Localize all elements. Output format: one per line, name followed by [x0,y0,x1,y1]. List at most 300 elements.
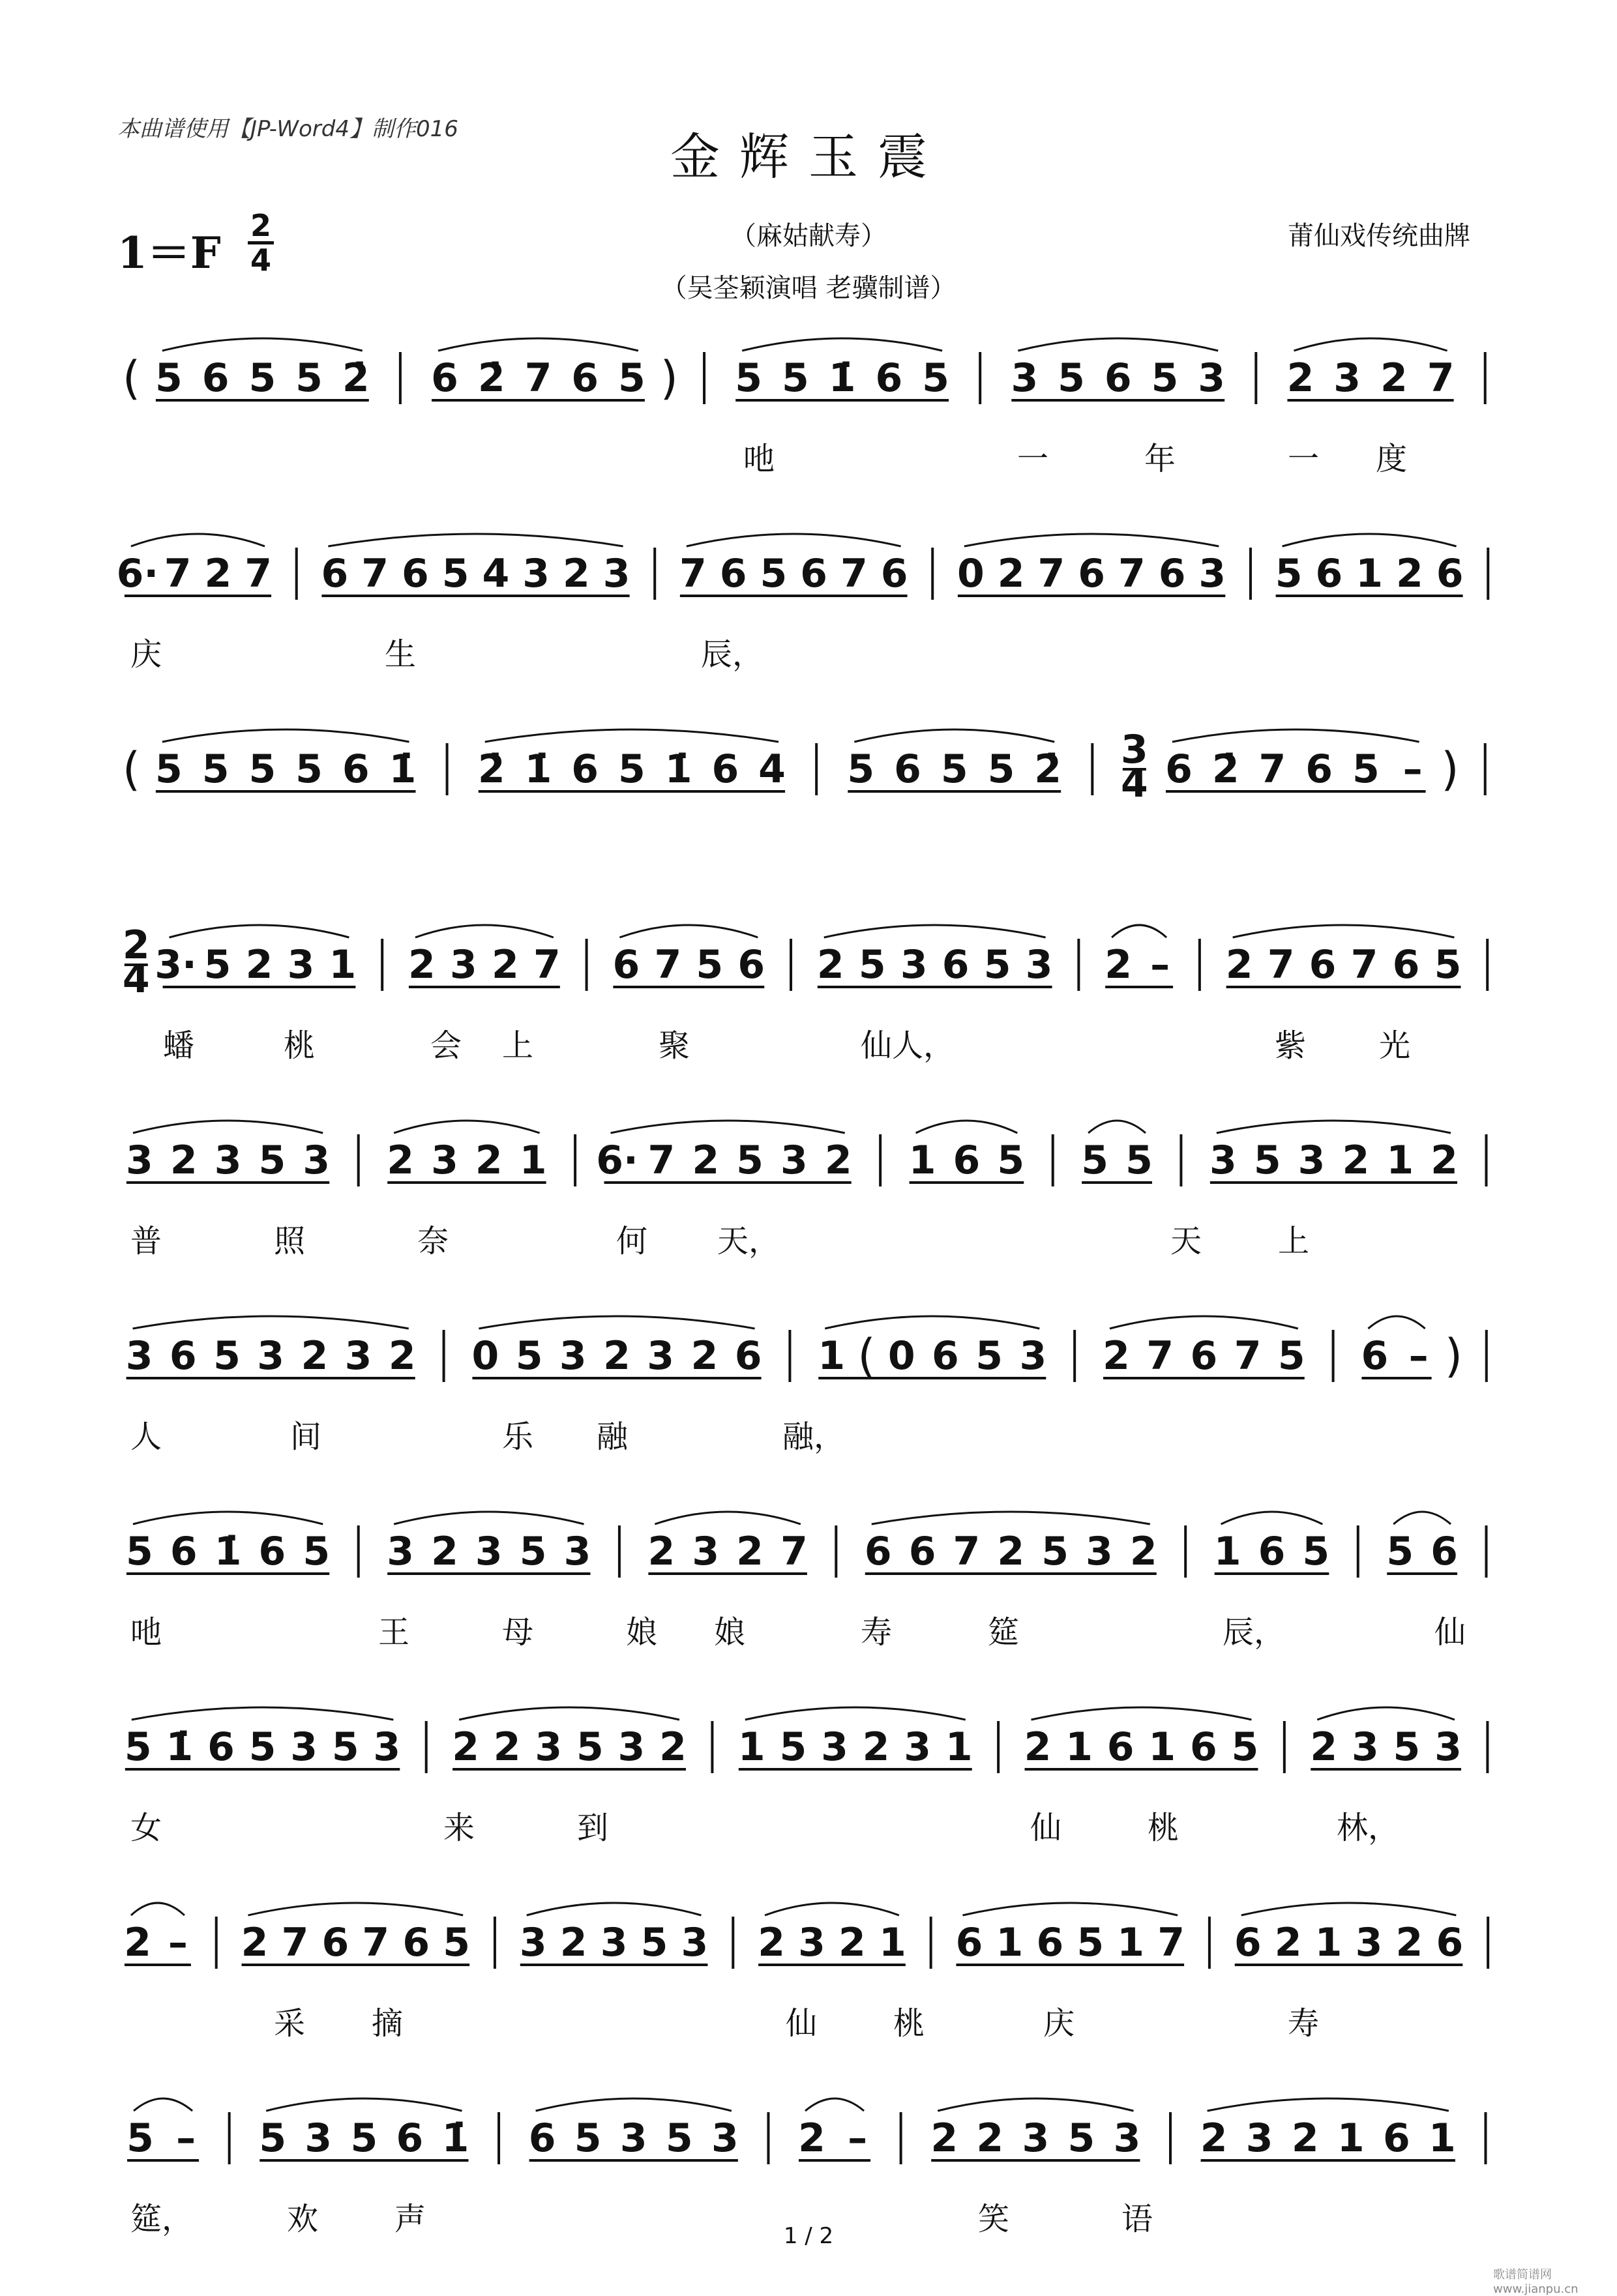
lyric: 人 [130,1419,162,1455]
slur [964,534,1219,546]
note: 3 [1019,1333,1047,1379]
note: 7 [1258,746,1286,792]
note: 6 [1392,942,1420,988]
note: 3 [1011,355,1039,401]
note: 5 [1393,1724,1421,1770]
slur [742,338,942,351]
slur [459,1707,679,1720]
note: 5 [1302,1529,1330,1574]
note: 2 [408,942,436,988]
slur [745,1707,966,1720]
note: 6 [1315,551,1343,596]
note: 6 [1431,1529,1458,1574]
note: 6 [880,551,908,596]
note: 2 [647,1529,675,1574]
note: 6 [1436,1920,1464,1965]
lyric: 娘 [626,1614,658,1651]
slur [1283,534,1457,546]
note: 3 [522,551,550,596]
lyric: 吔 [130,1614,162,1651]
lyric: 娘 [714,1614,746,1651]
slur [805,2098,864,2111]
note: 2 [493,1724,521,1770]
lyric: 上 [1278,1223,1310,1259]
note: 1 [1337,2115,1365,2161]
slur [1208,2098,1449,2111]
note: 2 [431,1529,458,1574]
note: 3 [1355,1920,1383,1965]
note: 3 [257,1333,285,1379]
note: 7 [281,1920,309,1965]
note: 3 [287,942,315,988]
note: 6· [596,1138,638,1183]
note: 5 [1081,1138,1109,1183]
slur [1368,1316,1425,1329]
note: 5 [1067,2115,1095,2161]
page-number: 1 / 2 [783,2223,834,2249]
note: 6 [258,1529,286,1574]
slur [479,1316,754,1329]
note: 2 [475,1138,503,1183]
slur [1233,925,1455,937]
slur [133,1512,323,1524]
meter-bottom: 4 [250,243,272,278]
lyric: 来 [443,1810,475,1846]
note: 3 [602,551,630,596]
note: 2 [245,942,273,988]
slur [1031,1707,1252,1720]
note: – [848,2115,868,2161]
note: 3· [155,942,197,988]
note: 5 [1434,942,1462,988]
lyric: 一 [1017,441,1049,477]
note: 1 [1386,1138,1414,1183]
note: 5 [295,355,323,401]
note: 6 [1036,1920,1064,1965]
lyric: 光 [1379,1027,1411,1064]
note: 3 [290,1724,318,1770]
note: 5 [1275,551,1303,596]
lyric: 庆 [130,636,162,673]
note: 5 [350,2115,378,2161]
note: 6 [528,2115,556,2161]
slur [1018,338,1218,351]
note: 2 [1380,355,1408,401]
note: 5 [213,1333,241,1379]
lyric: 王 [378,1614,410,1651]
note: 3 [344,1333,372,1379]
note: 5 [576,1724,604,1770]
slur [394,1512,584,1524]
note: 0 [887,1333,915,1379]
slur [872,1512,1150,1524]
note: 2 [1291,2115,1319,2161]
lyric: 聚 [659,1027,690,1064]
note: 7 [164,551,192,596]
note: 6 [1189,1724,1217,1770]
note: 5 [259,2115,287,2161]
note: 2 [388,1333,416,1379]
note: 1 [737,1724,765,1770]
note: 2 [491,942,519,988]
slur [415,925,554,937]
slur [1221,1512,1323,1524]
lyric: 间 [290,1419,322,1455]
note: 3 [1198,355,1226,401]
note: 7 [780,1529,808,1574]
note: 3 [780,1138,808,1183]
note: 2 [1395,1920,1423,1965]
note: 4 [758,746,786,792]
note: 1 [1148,1724,1176,1770]
note: – [1402,746,1423,792]
note: 6· [116,551,159,596]
note: 6 [875,355,903,401]
note: 3 [600,1920,628,1965]
note: 5 [203,942,231,988]
slur [134,2098,192,2111]
note: 1̇ [389,746,417,792]
note: 3 [1209,1138,1237,1183]
lyric: 筵 [988,1614,1020,1651]
note: 2 [976,2115,1004,2161]
note: 1 [1213,1529,1241,1574]
note: 3 [1086,1529,1113,1574]
note: 1 [818,1333,846,1379]
lyric: 融， [782,1419,846,1455]
note: 6 [402,1920,430,1965]
note: 5 [515,1333,543,1379]
note: 6 [1309,942,1337,988]
slur [765,1903,899,1915]
note: 3 [304,2115,333,2161]
note: 6 [1158,551,1186,596]
note: 3 [692,1529,720,1574]
note: 6 [1165,746,1193,792]
note: 5 [155,355,183,401]
note: 2̇ [477,355,505,401]
lyric: 母 [502,1614,534,1651]
note: 5 [618,355,645,401]
lyric: 语 [1121,2201,1153,2237]
note: 6 [1436,551,1464,596]
note: 2̇ [1034,746,1062,792]
note: 2̇ [342,355,370,401]
note: 7 [1350,942,1378,988]
note: 5 [258,1138,286,1183]
lyric: 仙人， [861,1027,955,1064]
note: 7 [1267,942,1295,988]
note: 2 [659,1724,687,1770]
slur [248,1903,464,1915]
slur [1172,729,1419,742]
note: 5 [201,746,230,792]
note: 7 [245,551,272,596]
note: 2 [930,2115,958,2161]
note: 3 [1198,551,1226,596]
note: 6 [321,1920,349,1965]
lyric: 笑 [978,2201,1010,2237]
note: 5 [1058,355,1085,401]
note: 1̇ [524,746,552,792]
slur [825,1316,1039,1329]
meter-change-top: 3 [1120,727,1148,773]
note: 6 [169,1333,197,1379]
note: 3 [1351,1724,1379,1770]
note: 6 [711,746,739,792]
note: 5 [640,1920,668,1965]
note: 2 [562,551,590,596]
note: 3 [373,1724,401,1770]
note: 6 [953,1138,981,1183]
note: 7 [533,942,561,988]
note: 5 [443,1920,470,1965]
slur [266,2098,462,2111]
note: 7 [1157,1920,1185,1965]
note: 2 [1105,942,1133,988]
note: 7 [1427,355,1455,401]
slur [132,1707,393,1720]
note: 3 [559,1333,587,1379]
note: 4 [482,551,510,596]
note: 2 [1103,1333,1130,1379]
note: 5 [997,1138,1025,1183]
note: 5 [1386,1529,1414,1574]
note: 3 [519,1920,547,1965]
lyric: 桃 [893,2005,925,2042]
note: 2 [1431,1138,1458,1183]
note: 3 [1022,2115,1050,2161]
note: 3 [711,2115,739,2161]
slur [438,338,638,351]
note: 1 [878,1920,906,1965]
note: – [168,1920,188,1965]
note: 1 [908,1138,936,1183]
lyric: 乐 [502,1419,534,1455]
note: 3 [904,1724,932,1770]
note: 2 [1024,1724,1052,1770]
note: 5 [519,1529,547,1574]
note: 7 [361,551,389,596]
lyric: 一 [1288,441,1320,477]
note: 7 [953,1529,981,1574]
note: 5 [782,355,809,401]
note: 3 [475,1529,503,1574]
note: 5 [1041,1529,1069,1574]
note: 3 [125,1333,153,1379]
note: 5 [1151,355,1179,401]
lyric: 仙 [1030,1810,1062,1846]
note: 7 [362,1920,390,1965]
note: 5 [922,355,949,401]
note: 7 [679,551,707,596]
note: 0 [957,551,985,596]
note: 2 [387,1138,415,1183]
slur [854,729,1054,742]
slur [131,534,265,546]
lyric: 女 [130,1810,162,1846]
lyric: 声 [394,2201,426,2237]
note: 3 [1333,355,1361,401]
note: 1 [1429,2115,1456,2161]
performer-credits: （吴荃颖演唱 老骥制谱） [660,273,957,303]
note: 3 [900,942,928,988]
note: 7 [654,942,682,988]
lyric: 采 [274,2005,306,2042]
note: 7 [1234,1333,1262,1379]
note: 6 [571,355,599,401]
slur [687,534,901,546]
key-signature: 1＝F [117,228,221,278]
note: 2 [1310,1724,1338,1770]
note: 2 [1225,942,1253,988]
slur [824,925,1046,937]
meter-change-top: 2 [122,922,150,968]
lyric: 吔 [743,441,775,477]
lyric: 会 [430,1027,462,1064]
lyric: 紫 [1275,1027,1307,1064]
slur [536,2098,732,2111]
note: 5 [1231,1724,1259,1770]
note: – [176,2115,196,2161]
lyric: 欢 [287,2201,319,2237]
note: 3 [450,942,477,988]
note: 2 [1274,1920,1302,1965]
bracket: ( [122,351,141,405]
note: 6 [1305,746,1333,792]
slur [162,729,409,742]
note: 6 [612,942,640,988]
note: 5 [1076,1920,1105,1965]
note: 5 [696,942,724,988]
note: 5 [248,1724,276,1770]
slur [1294,338,1447,351]
note: 2 [824,1138,852,1183]
note: 6 [207,1724,235,1770]
note: 3 [1113,2115,1141,2161]
note: 2 [692,1138,720,1183]
note: 6 [1361,1333,1389,1379]
note: 3 [821,1724,848,1770]
note: 3 [1245,2115,1273,2161]
note: 3 [126,1138,153,1183]
meter-change-bottom: 4 [122,956,150,1002]
lyric: 年 [1144,441,1176,477]
note: 6 [737,942,765,988]
note: 2 [559,1920,587,1965]
note: 5 [126,2115,154,2161]
note: 6 [1190,1333,1218,1379]
note: 5 [847,746,875,792]
note: 6 [571,746,599,792]
note: 2 [838,1920,866,1965]
note: 1 [1314,1920,1343,1965]
note: 5 [1125,1138,1153,1183]
note: 6 [1382,2115,1410,2161]
slur [1393,1512,1451,1524]
software-credit: 本曲谱使用【JP-Word4】制作016 [117,116,458,142]
lyric: 摘 [372,2005,404,2042]
note: 2 [690,1333,719,1379]
slur [394,1121,540,1133]
slur [1112,925,1166,937]
note: 5 [983,942,1011,988]
note: 5 [248,746,276,792]
lyric: 寿 [1288,2005,1320,2042]
lyric: 筵， [130,2201,194,2237]
note: 0 [471,1333,499,1379]
bracket: ( [122,743,141,796]
lyric: 度 [1376,441,1408,477]
slur [1110,1316,1298,1329]
note: 6 [1078,551,1105,596]
bracket: ) [1444,1329,1463,1383]
note: 3 [681,1920,709,1965]
lyric: 蟠 [163,1027,195,1064]
note: 2 [301,1333,329,1379]
note: 2 [798,2115,825,2161]
note: 1 [945,1724,973,1770]
note: 3 [1298,1138,1326,1183]
note: 6 [800,551,827,596]
origin-label: 莆仙戏传统曲牌 [1288,221,1470,251]
note: 1 [519,1138,547,1183]
bracket: ) [1441,743,1459,796]
note: 5 [1352,746,1380,792]
lyric: 辰， [701,636,764,673]
slur [527,1903,702,1915]
note: 6 [1106,1724,1135,1770]
note: 2 [124,1920,151,1965]
note: 6 [170,1529,198,1574]
slur [131,1903,185,1915]
note: 2 [1286,355,1314,401]
note: 3 [798,1920,825,1965]
slur [485,729,779,742]
slur [1217,1121,1451,1133]
slur [655,1512,801,1524]
note: 7 [524,355,552,401]
note: 5 [779,1724,807,1770]
lyric: 到 [577,1810,609,1846]
note: 1 [1117,1920,1145,1965]
note: 2 [1129,1529,1157,1574]
note: 2 [603,1333,630,1379]
lyric: 桃 [1148,1810,1179,1846]
note: 5 [987,746,1015,792]
note: 5 [248,355,276,401]
note: 5 [1277,1333,1305,1379]
note: 2 [1342,1138,1370,1183]
note: 6 [932,1333,959,1379]
lyric: 天 [1170,1223,1202,1259]
note: 3 [617,1724,645,1770]
note: 1̇ [664,746,692,792]
note: 6 [864,1529,892,1574]
note: 5 [940,746,968,792]
lyric: 寿 [861,1614,893,1651]
slur [328,534,623,546]
slur [133,1316,409,1329]
note: 6 [942,942,970,988]
slur [619,925,758,937]
note: – [1408,1333,1429,1379]
slur [611,1121,845,1133]
lyric: 桃 [284,1027,316,1064]
note: 2 [997,1529,1025,1574]
note: 3 [535,1724,563,1770]
note: 5 [975,1333,1003,1379]
